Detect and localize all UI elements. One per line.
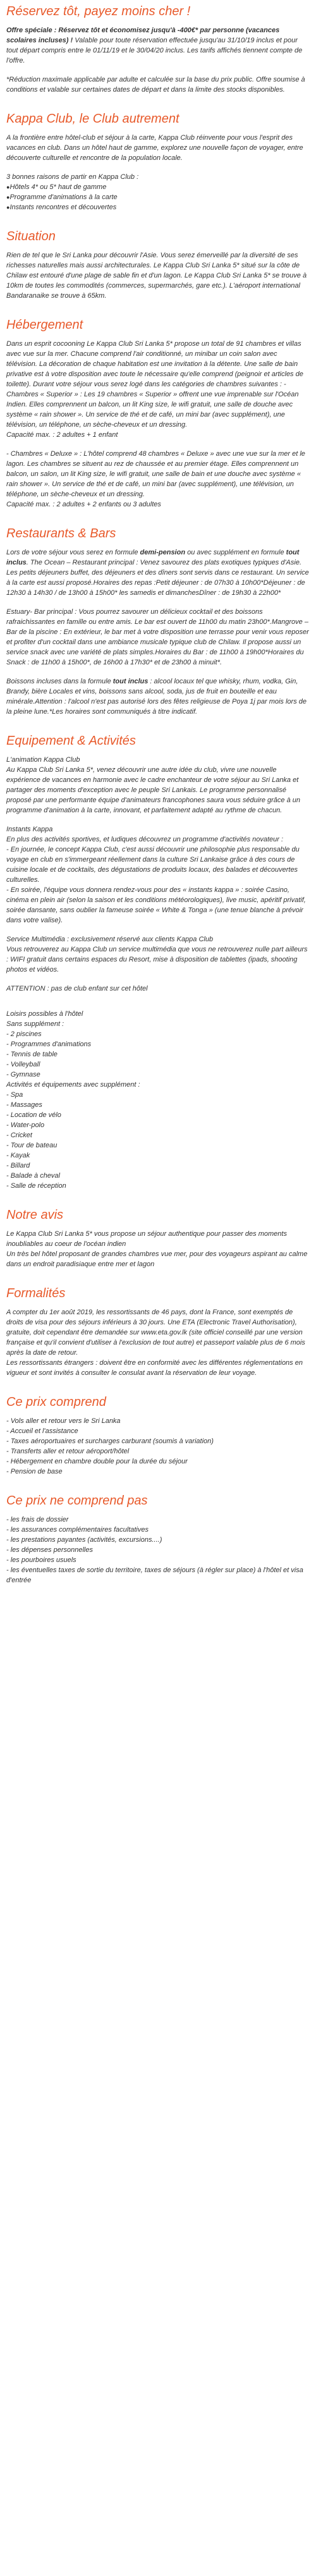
list-item: - les prestations payantes (activités, excursions....) xyxy=(6,1536,162,1544)
list-item: - Location de vélo xyxy=(6,1111,61,1119)
offer-title: Réservez tôt, payez moins cher ! xyxy=(6,4,191,18)
list-item: ● Hôtels 4* ou 5* haut de gamme xyxy=(6,182,310,192)
equipement-animation: L'animation Kappa Club Au Kappa Club Sri Lanka 5*, venez découvrir une autre idée du club, vivre une nouvelle expérience de vacances en harmonie avec le cadre enchanteur de votre séjour au Sri Lanka et partager des moments d'exception avec le peuple Sri Lankais. Le programme personnalisé proposé par une performante équipe d'animateurs francophones saura vous séduire grâce à un programme d'animation à la carte, innovant, et parfaitement adapté au rythme de chacun. xyxy=(6,756,301,814)
list-item: - Billard xyxy=(6,1162,30,1169)
section-notre-avis xyxy=(6,1207,310,1269)
section-prix-exclus xyxy=(6,1493,310,1585)
restaurants-title: Restaurants & Bars xyxy=(6,527,116,540)
formula-tout-inclus: tout inclus xyxy=(6,549,300,566)
loisirs-title: Loisirs possibles à l'hôtel xyxy=(6,1010,83,1018)
section-equipement xyxy=(6,733,310,1191)
section-hebergement xyxy=(6,317,310,510)
list-item: - Spa xyxy=(6,1091,23,1099)
list-item: - Kayak xyxy=(6,1152,30,1159)
loisirs-block xyxy=(6,1009,310,1191)
list-item: ● Instants rencontres et découvertes xyxy=(6,202,310,212)
hebergement-superior-capacity: Capacité max. : 2 adultes + 1 enfant xyxy=(6,431,118,439)
hebergement-superior: Dans un esprit cocooning Le Kappa Club Sri Lanka 5* propose un total de 91 chambres et villas avec vue sur la mer. Chacune comprend l'air conditionné, un minibar un coin salon avec télévision. La décoration de chaque habitation est une invitation à la détente. Une salle de bain privative est à votre disposition avec toute le nécessaire qu'elle comprend (peignoir et articles de toilette). Durant votre séjour vous serez logé dans les catégories de chambres suivantes : - Chambres « Superior » : Les 19 chambres « Superior » offrent une vue imprenable sur l'Océan Indien. Elles comprennent un balcon, un lit King size, le wifi gratuit, une salle de douche avec système « rain shower ». Un service de thé et de café, un mini bar (avec supplément), une télévision, un téléphone, un sèche-cheveux et un dressing. xyxy=(6,340,303,429)
list-item: - Accueil et l'assistance xyxy=(6,1427,78,1435)
prix-comprend-list xyxy=(6,1416,310,1477)
kappa-reasons-list xyxy=(6,182,310,212)
section-formalites xyxy=(6,1286,310,1378)
list-item: - Water-polo xyxy=(6,1121,45,1129)
loisirs-paid-title: Activités et équipements avec supplément : xyxy=(6,1081,140,1089)
prix-exclus-title: Ce prix ne comprend pas xyxy=(6,1494,148,1508)
section-kappa xyxy=(6,111,310,212)
list-item: - Tennis de table xyxy=(6,1051,58,1058)
section-restaurants xyxy=(6,526,310,717)
restaurants-main xyxy=(6,547,310,598)
formalites-title: Formalités xyxy=(6,1286,66,1300)
list-item: - Transferts aller et retour aéroport/hôtel xyxy=(6,1448,130,1455)
list-item: - Balade à cheval xyxy=(6,1172,60,1180)
list-item: - Programmes d'animations xyxy=(6,1041,92,1048)
list-item: - Cricket xyxy=(6,1132,32,1139)
situation-title: Situation xyxy=(6,229,56,243)
kappa-reasons-title: 3 bonnes raisons de partir en Kappa Club : xyxy=(6,173,139,181)
list-item: - Pension de base xyxy=(6,1468,63,1475)
section-offer xyxy=(6,0,310,95)
hebergement-title: Hébergement xyxy=(6,318,83,332)
restaurants-drinks xyxy=(6,676,310,717)
kappa-intro: A la frontière entre hôtel-club et séjour à la carte, Kappa Club réinvente pour vous l'esprit des vacances en club. Dans un hôtel haut de gamme, explorez une nouvelle façon de voyager, entre découverte culturelle et rencontre de la population locale. xyxy=(6,134,303,162)
list-item: - Gymnase xyxy=(6,1071,40,1078)
offer-highlight: Offre spéciale : Réservez tôt et économisez jusqu'à -400€* par personne (vacances scolaires incluses) ! xyxy=(6,27,280,44)
equipement-multimedia: Service Multimédia : exclusivement réservé aux clients Kappa Club Vous retrouverez au Kappa Club un service multimédia que vous ne retrouverez nulle part ailleurs : WIFI gratuit dans certains espaces du Resort, mise à disposition de tablettes (ipads, shooting photos et vidéos. xyxy=(6,936,308,974)
restaurants-bars: Estuary- Bar principal : Vous pourrez savourer un délicieux cocktail et des boissons rafraichissantes en famille ou entre amis. Le bar est ouvert de 11h00 du matin 23h00*.Mangrove – Bar de la piscine : En extérieur, le bar met à votre disposition une terrasse pour venir vous reposer et profiter d'un cocktail dans une ambiance musicale typique club de Chilaw. Il propose aussi un service snack avec une variété de plats simples.Horaires du Bar : de 11h00 à 19h00*Horaires du Snack : de 11h00 à 15h00*, de 16h00 à 17h30* et de 23h00 à minuit*. xyxy=(6,608,309,666)
offer-text: Valable pour toute réservation effectuée jusqu'au 31/10/19 inclus et pour tout départ compris entre le 01/11/19 et le 30/04/20 inclus. Les tarifs affichés tiennent compte de l'offre. xyxy=(6,37,303,64)
notre-avis-title: Notre avis xyxy=(6,1208,64,1222)
notre-avis-text: Le Kappa Club Sri Lanka 5* vous propose un séjour authentique pour passer des moments inoubliables au coeur de l'océan indien Un très bel hôtel proposant de grandes chambres vue mer, pour des voyageurs aspirant au calme dans un endroit paradisiaque entre mer et lagon xyxy=(6,1230,308,1268)
text-run: Boissons incluses dans la formule xyxy=(6,678,113,685)
list-item: - les frais de dossier xyxy=(6,1516,69,1523)
equipement-attention: ATTENTION : pas de club enfant sur cet hôtel xyxy=(6,985,148,992)
hebergement-deluxe-capacity: Capacité max. : 2 adultes + 2 enfants ou 3 adultes xyxy=(6,501,161,508)
list-item: - les dépenses personnelles xyxy=(6,1546,93,1554)
hebergement-deluxe: - Chambres « Deluxe » : L'hôtel comprend 48 chambres « Deluxe » avec une vue sur la mer et le lagon. Les chambres se situent au rez de chaussée et au premier étage. Elles comprennent un balcon, un salon, un lit King size, le wifi gratuit, une salle de bain et une douche avec système « rain shower ». Un service de thé et de café, un mini bar (avec supplément), une télévision, un téléphone, un sèche-cheveux et un dressing. xyxy=(6,450,305,498)
kappa-title: Kappa Club, le Club autrement xyxy=(6,112,179,126)
text-run: Lors de votre séjour vous serez en formule xyxy=(6,549,140,556)
prix-exclus-list xyxy=(6,1515,310,1585)
equipement-title: Equipement & Activités xyxy=(6,734,136,748)
formula-demi-pension: demi-pension xyxy=(140,549,186,556)
list-item: - Taxes aéroportuaires et surcharges carburant (soumis à variation) xyxy=(6,1438,214,1445)
situation-text: Rien de tel que le Sri Lanka pour découvrir l'Asie. Vous serez émerveillé par la diversité de ses richesses naturelles mais aussi architecturales. Le Kappa Club Sri Lanka 5* situé sur la côte de Chilaw est entouré d'une plage de sable fin et d'un lagon. Le Kappa Club Sri Lanka 5* se trouve à 10km de toutes les commodités (commerces, supermarchés, gare etc.). L'aéroport international Bandaranaike se trouve à 65km. xyxy=(6,252,307,300)
section-prix-comprend xyxy=(6,1395,310,1477)
text-run: ou avec supplément en formule xyxy=(185,549,286,556)
list-item: - Tour de bateau xyxy=(6,1142,58,1149)
list-item: - 2 piscines xyxy=(6,1030,42,1038)
list-item: - Massages xyxy=(6,1101,42,1109)
formalites-text: A compter du 1er août 2019, les ressortissants de 46 pays, dont la France, sont exemptés de droits de visa pour des séjours inférieurs à 30 jours. Une ETA (Electronic Travel Authorisation), gratuite, doit cependant être demandée sur www.eta.gov.lk (site officiel conseillé par une version française et qu'il convient d'utiliser à l'exclusion de tout autre) et passeport valable plus de 6 mois après la date de retour. Les ressortissants étrangers : doivent être en conformité avec les différentes réglementations en vigueur et sont invités à consulter le consulat avant la réservation de leur voyage. xyxy=(6,1309,305,1377)
list-item: - les pourboires usuels xyxy=(6,1556,76,1564)
list-item: - Hébergement en chambre double pour la durée du séjour xyxy=(6,1458,188,1465)
equipement-instants: Instants Kappa En plus des activités sportives, et ludiques découvrez un programme d'activités novateur : - En journée, le concept Kappa Club, c'est aussi découvrir une philosophie plus responsable du voyage en club en s'immergeant réellement dans la culture Sri Lankaise grâce à des cours de cuisine locale et de cocktails, des dégustations de produits locaux, des balades et découvertes culturelles. - En soirée, l'équipe vous donnera rendez-vous pour des « instants kappa » : soirée Casino, cinéma en plein air (selon la saison et les conditions météorologiques), live music, apéritif privatif, soirée dansante, sans oublier la fameuse soirée « White & Tonga » (une tenue blanche à prévoir dans votre valise). xyxy=(6,826,306,924)
loisirs-free-title: Sans supplément : xyxy=(6,1020,64,1028)
section-situation xyxy=(6,229,310,301)
prix-comprend-title: Ce prix comprend xyxy=(6,1395,106,1409)
list-item: - les éventuelles taxes de sortie du territoire, taxes de séjours (à régler sur place) à l'hôtel et visa d'entrée xyxy=(6,1566,303,1584)
list-item: ● Programme d'animations à la carte xyxy=(6,192,310,202)
list-item: - les assurances complémentaires facultatives xyxy=(6,1526,149,1534)
offer-footnote: *Réduction maximale applicable par adulte et calculée sur la base du prix public. Offre soumise à conditions et valable sur certaines dates de départ et dans la limite des stocks disponibles. xyxy=(6,76,305,94)
list-item: - Volleyball xyxy=(6,1061,40,1068)
formula-tout-inclus: tout inclus xyxy=(112,678,149,685)
list-item: - Salle de réception xyxy=(6,1182,66,1190)
text-run: . The Ocean – Restaurant principal : Venez savourez des plats exotiques typiques d'Asie. Les petits déjeuners buffet, des déjeuners et des dîners sont servis dans ce restaurant. Un service à la carte est aussi proposé.Horaires des repas :Petit déjeuner : de 07h30 à 10h00*Déjeuner : de 12h30 à 14h30 / de 13h00 à 15h00* les samedis et dimanchesDîner : de 19h30 à 22h00* xyxy=(6,559,309,597)
offer-paragraph xyxy=(6,25,310,66)
text-run: : alcool locaux tel que whisky, rhum, vodka, Gin, Brandy, bière Locales et vins, boissons sans alcool, soda, jus de fruit en bouteille et eau minérale.Attention : l'alcool n'est pas autorisé lors des fêtes religieuse de Poya 1j par mois lors de la pleine lune.*Les horaires sont communiqués à titre indicatif. xyxy=(6,678,307,716)
list-item: - Vols aller et retour vers le Sri Lanka xyxy=(6,1417,121,1425)
